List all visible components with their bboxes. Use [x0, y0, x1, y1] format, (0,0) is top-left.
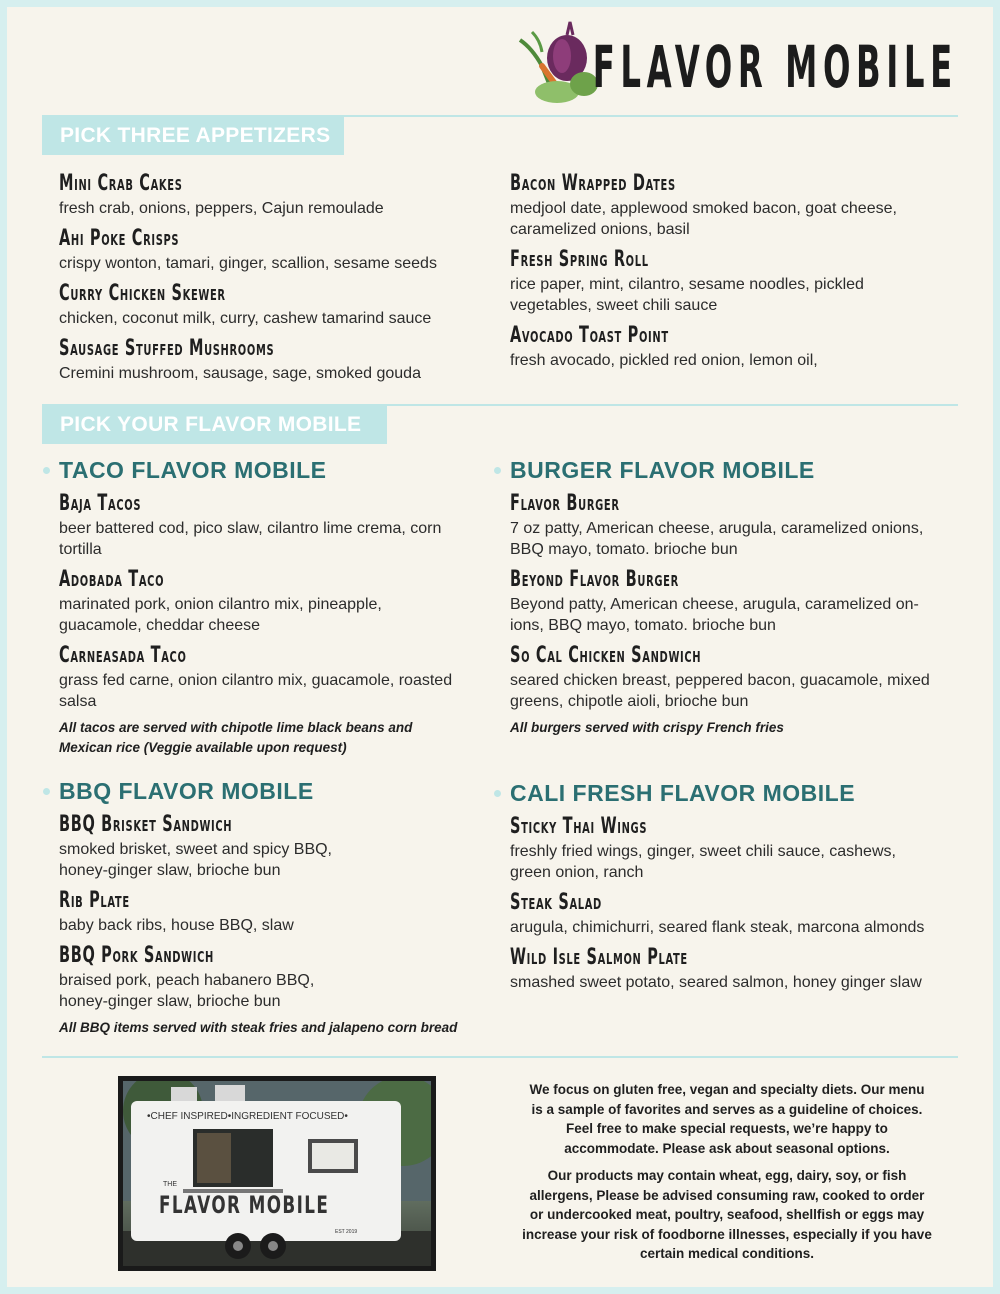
mobiles-banner: PICK YOUR FLAVOR MOBILE	[42, 406, 387, 444]
item-description: arugula, chimichurri, seared flank steak, marcona almonds	[510, 919, 925, 936]
item-name: Wild Isle Salmon Plate	[510, 945, 688, 970]
item-description: smoked brisket, sweet and spicy BBQ, honey-ginger slaw, brioche bun	[59, 841, 332, 879]
item-name: Flavor Burger	[510, 491, 620, 516]
section-title	[59, 454, 459, 486]
item-description: fresh crab, onions, peppers, Cajun remoulade	[59, 200, 384, 217]
truck-the-label: THE	[163, 1181, 177, 1188]
food-truck-photo	[118, 1076, 436, 1271]
item-name: Steak Salad	[510, 890, 602, 915]
bullet-icon	[43, 467, 50, 474]
item-name: Carneasada Taco	[59, 643, 187, 668]
appetizers-left-column	[59, 170, 479, 390]
item-name: So Cal Chicken Sandwich	[510, 643, 702, 668]
item-description: grass fed carne, onion cilantro mix, guacamole, roasted salsa	[59, 672, 453, 710]
item-description: beer battered cod, pico slaw, cilantro lime crema, corn tortilla	[59, 520, 442, 558]
item-name: Adobada Taco	[59, 567, 165, 592]
section-note: All burgers served with crispy French fries	[510, 720, 784, 735]
menu-item	[59, 335, 479, 384]
menu-item	[510, 170, 920, 240]
item-description: Cremini mushroom, sausage, sage, smoked gouda	[59, 365, 421, 382]
item-description: marinated pork, onion cilantro mix, pineapple, guacamole, cheddar cheese	[59, 596, 382, 634]
food-truck-illustration	[123, 1081, 431, 1266]
divider	[42, 1056, 958, 1058]
menu-item	[59, 280, 479, 329]
section-note: All BBQ items served with steak fries and jalapeno corn bread	[59, 1020, 458, 1035]
item-name: Ahi Poke Crisps	[59, 226, 180, 251]
appetizers-right-column	[510, 170, 920, 377]
appetizers-banner: PICK THREE APPETIZERS	[42, 117, 344, 155]
truck-banner-text: •CHEF INSPIRED•INGREDIENT FOCUSED•	[147, 1111, 348, 1122]
truck-name: FLAVOR MOBILE	[159, 1191, 330, 1219]
item-name: Beyond Flavor Burger	[510, 567, 679, 592]
section-title-text: BURGER FLAVOR MOBILE	[510, 457, 815, 483]
item-name: Curry Chicken Skewer	[59, 281, 226, 306]
item-description: rice paper, mint, cilantro, sesame noodles, pickled vegetables, sweet chili sauce	[510, 276, 864, 314]
bullet-icon	[494, 790, 501, 797]
burger-section	[510, 454, 930, 738]
item-name: Sticky Thai Wings	[510, 814, 648, 839]
menu-item	[510, 322, 920, 371]
item-name: Baja Tacos	[59, 491, 142, 516]
section-note: All tacos are served with chipotle lime black beans and Mexican rice (Veggie available upon request)	[59, 720, 413, 755]
item-description: crispy wonton, tamari, ginger, scallion, sesame seeds	[59, 255, 437, 272]
item-description: 7 oz patty, American cheese, arugula, caramelized onions, BBQ mayo, tomato. brioche bun	[510, 520, 924, 558]
section-title-text: TACO FLAVOR MOBILE	[59, 457, 327, 483]
section-title-text: BBQ FLAVOR MOBILE	[59, 778, 314, 804]
item-name: Sausage Stuffed Mushrooms	[59, 336, 275, 361]
item-description: medjool date, applewood smoked bacon, goat cheese, caramelized onions, basil	[510, 200, 897, 238]
item-name: Mini Crab Cakes	[59, 171, 183, 196]
bullet-icon	[43, 788, 50, 795]
item-description: Beyond patty, American cheese, arugula, caramelized on-ions, BBQ mayo, tomato. brioche bun	[510, 596, 919, 634]
item-description: baby back ribs, house BBQ, slaw	[59, 917, 294, 934]
menu-item	[510, 246, 920, 316]
item-name: BBQ Pork Sandwich	[59, 943, 214, 968]
brand-title: FLAVOR MOBILE	[592, 33, 958, 101]
item-description: chicken, coconut milk, curry, cashew tamarind sauce	[59, 310, 432, 327]
footer-paragraph: Our products may contain wheat, egg, dairy, soy, or fish allergens, Please be advised consuming raw, cooked to order or undercooked meat, poultry, seafood, shellfish or eggs may increase your risk of foodborne illnesses, especially if you have certain medical conditions.	[522, 1168, 932, 1261]
item-description: seared chicken breast, peppered bacon, guacamole, mixed greens, chipotle aioli, brioche bun	[510, 672, 930, 710]
item-name: Bacon Wrapped Dates	[510, 171, 676, 196]
footer-paragraph: We focus on gluten free, vegan and specialty diets. Our menu is a sample of favorites and serves as a guideline of choices. Feel free to make special requests, we’re happy to accommodate. Please ask about seasonal options.	[529, 1082, 925, 1156]
truck-est-label: EST 2019	[335, 1229, 358, 1235]
item-name: BBQ Brisket Sandwich	[59, 812, 233, 837]
section-title	[510, 454, 930, 486]
item-description: fresh avocado, pickled red onion, lemon oil,	[510, 352, 818, 369]
bullet-icon	[494, 467, 501, 474]
menu-item	[59, 170, 479, 219]
item-description: smashed sweet potato, seared salmon, honey ginger slaw	[510, 974, 922, 991]
cali-section	[510, 777, 930, 999]
section-title	[59, 775, 479, 807]
item-description: freshly fried wings, ginger, sweet chili sauce, cashews, green onion, ranch	[510, 843, 896, 881]
item-description: braised pork, peach habanero BBQ, honey-ginger slaw, brioche bun	[59, 972, 315, 1010]
item-name: Avocado Toast Point	[510, 323, 669, 348]
item-name: Rib Plate	[59, 888, 130, 913]
menu-item	[59, 225, 479, 274]
taco-section	[59, 454, 459, 758]
item-name: Fresh Spring Roll	[510, 247, 649, 272]
section-title	[510, 777, 930, 809]
bbq-section	[59, 775, 479, 1038]
section-title-text: CALI FRESH FLAVOR MOBILE	[510, 780, 856, 806]
footer-notice	[522, 1080, 932, 1264]
